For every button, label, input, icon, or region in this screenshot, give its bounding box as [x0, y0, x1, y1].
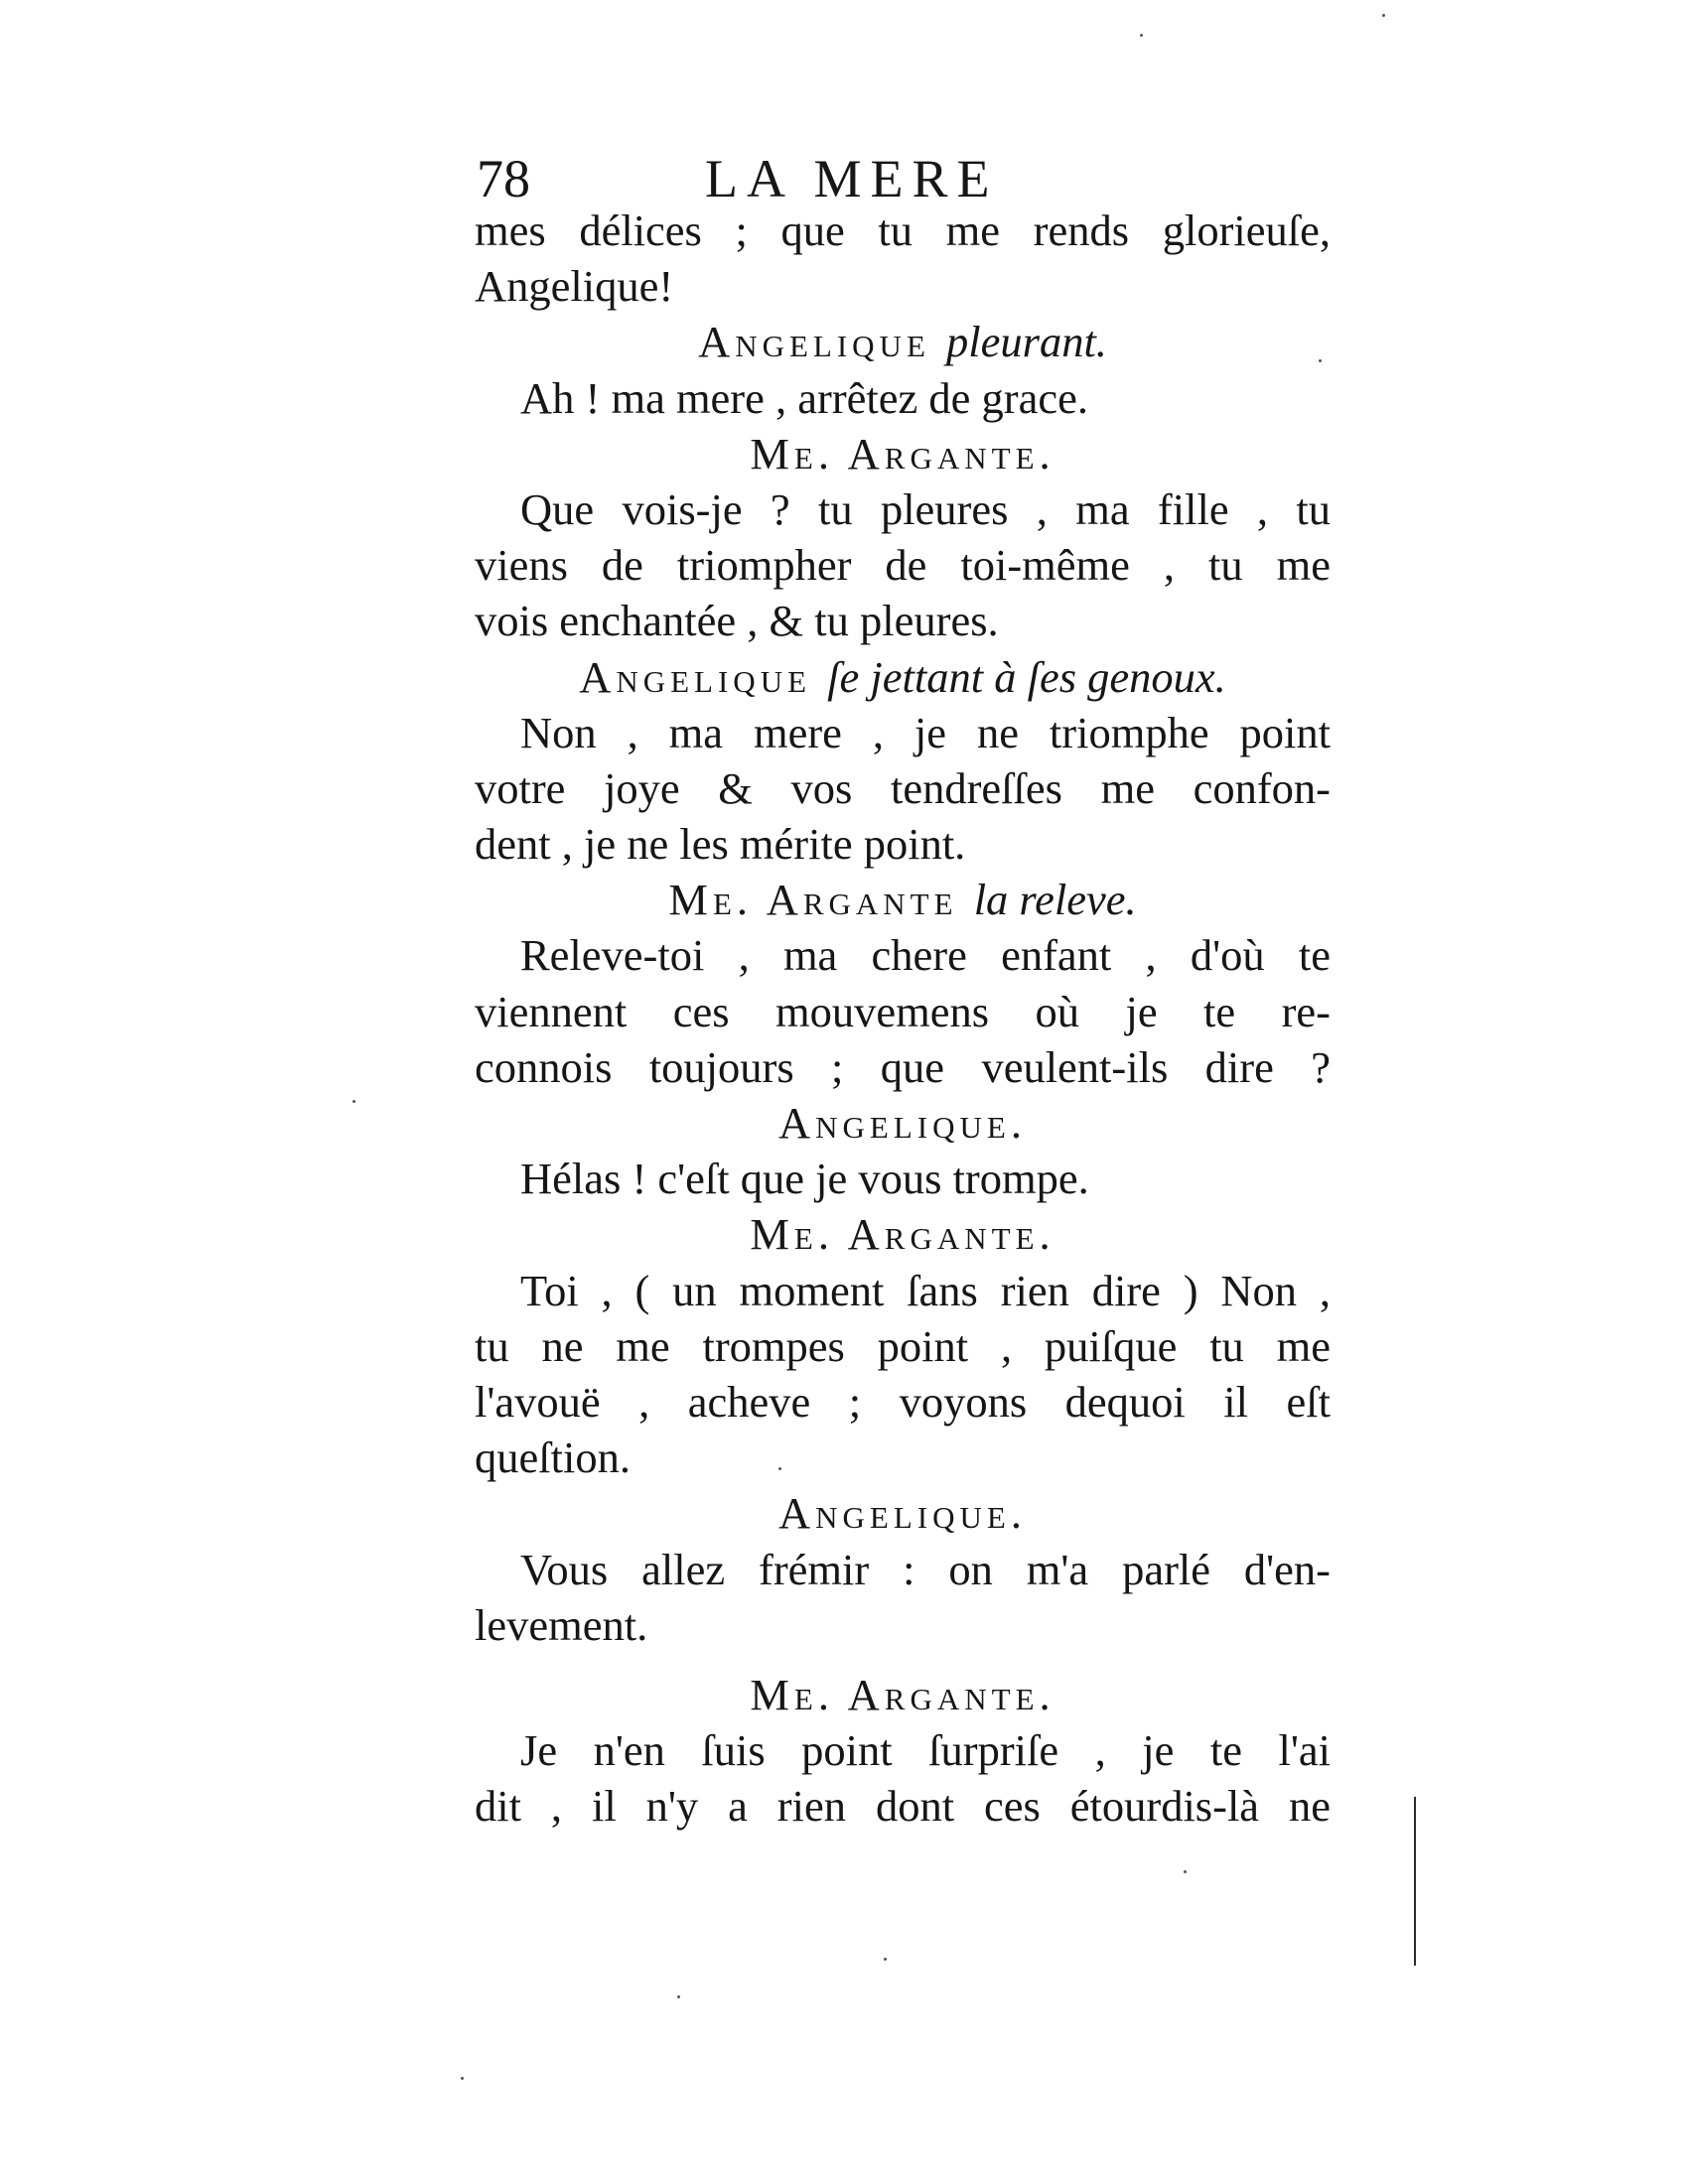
margin-rule: [1414, 1797, 1416, 1966]
text-line: l'avouë , acheve ; voyons dequoi il eſt: [475, 1376, 1331, 1427]
speaker-line: [475, 1485, 1331, 1541]
speaker-name: Angelique.: [778, 1488, 1027, 1539]
text-line: Ah ! ma mere , arrêtez de grace.: [520, 372, 1088, 423]
text-line: viens de triompher de toi-même , tu me: [475, 540, 1331, 591]
speaker-line: [475, 314, 1331, 369]
paper-speck: [1140, 34, 1143, 37]
speaker-name: Angelique: [579, 651, 812, 702]
speaker-name: Me. Argante.: [750, 1669, 1055, 1719]
running-title: LA MERE: [705, 149, 999, 208]
text-line: levement.: [475, 1599, 648, 1650]
text-line: connois toujours ; que veulent-ils dire ?: [475, 1041, 1331, 1092]
speaker-name: Angelique.: [778, 1098, 1027, 1148]
paper-speck: [1319, 359, 1322, 362]
text-line: viennent ces mouvemens où je te re-: [475, 986, 1331, 1036]
speaker-line: [475, 426, 1331, 481]
text-line: Je n'en ſuis point ſurpriſe , je te l'ai: [520, 1725, 1331, 1776]
paper-speck: [461, 2077, 464, 2080]
text-line: dit , il n'y a rien dont ces étourdis-là ne: [475, 1781, 1331, 1832]
text-line: tu ne me trompes point , puiſque tu me: [475, 1320, 1331, 1371]
text-line: dent , je ne les mérite point.: [475, 819, 966, 870]
speaker-name: Me. Argante.: [750, 428, 1055, 478]
text-line: mes délices ; que tu me rends glorieuſe,: [475, 205, 1331, 255]
text-line: Vous allez frémir : on m'a parlé d'en-: [520, 1544, 1331, 1594]
paper-speck: [677, 1995, 680, 1998]
text-line: queſtion.: [475, 1433, 631, 1483]
text-line: Non , ma mere , je ne triomphe point: [520, 707, 1331, 757]
speaker-line: [475, 872, 1331, 927]
text-body: [475, 203, 1331, 1834]
text-line: Releve-toi , ma chere enfant , d'où te: [520, 930, 1331, 981]
text-line: Que vois-je ? tu pleures , ma fille , tu: [520, 483, 1331, 534]
text-line: Hélas ! c'eſt que je vous trompe.: [520, 1154, 1089, 1204]
text-line: vois enchantée , & tu pleures.: [475, 596, 999, 646]
stage-direction: pleurant.: [946, 317, 1107, 367]
speaker-line: [475, 1206, 1331, 1262]
page-number: 78: [477, 149, 530, 208]
stage-direction: la releve.: [973, 875, 1137, 925]
stage-direction: ſe jettant à ſes genoux.: [827, 651, 1226, 702]
speaker-line: [475, 1667, 1331, 1722]
paper-speck: [352, 1100, 355, 1103]
text-line: votre joye & vos tendreſſes me confon-: [475, 762, 1331, 813]
paper-speck: [884, 1958, 887, 1961]
paper-speck: [778, 1467, 781, 1470]
speaker-name: Me. Argante: [668, 875, 958, 925]
paper-speck: [1382, 14, 1385, 17]
text-line: Toi , ( un moment ſans rien dire ) Non ,: [520, 1265, 1331, 1315]
speaker-line: [475, 1095, 1331, 1151]
paper-speck: [1184, 1870, 1187, 1873]
speaker-line: [475, 649, 1331, 705]
speaker-name: Angelique: [698, 317, 930, 367]
speaker-name: Me. Argante.: [750, 1209, 1055, 1260]
text-line: Angelique!: [475, 261, 674, 312]
